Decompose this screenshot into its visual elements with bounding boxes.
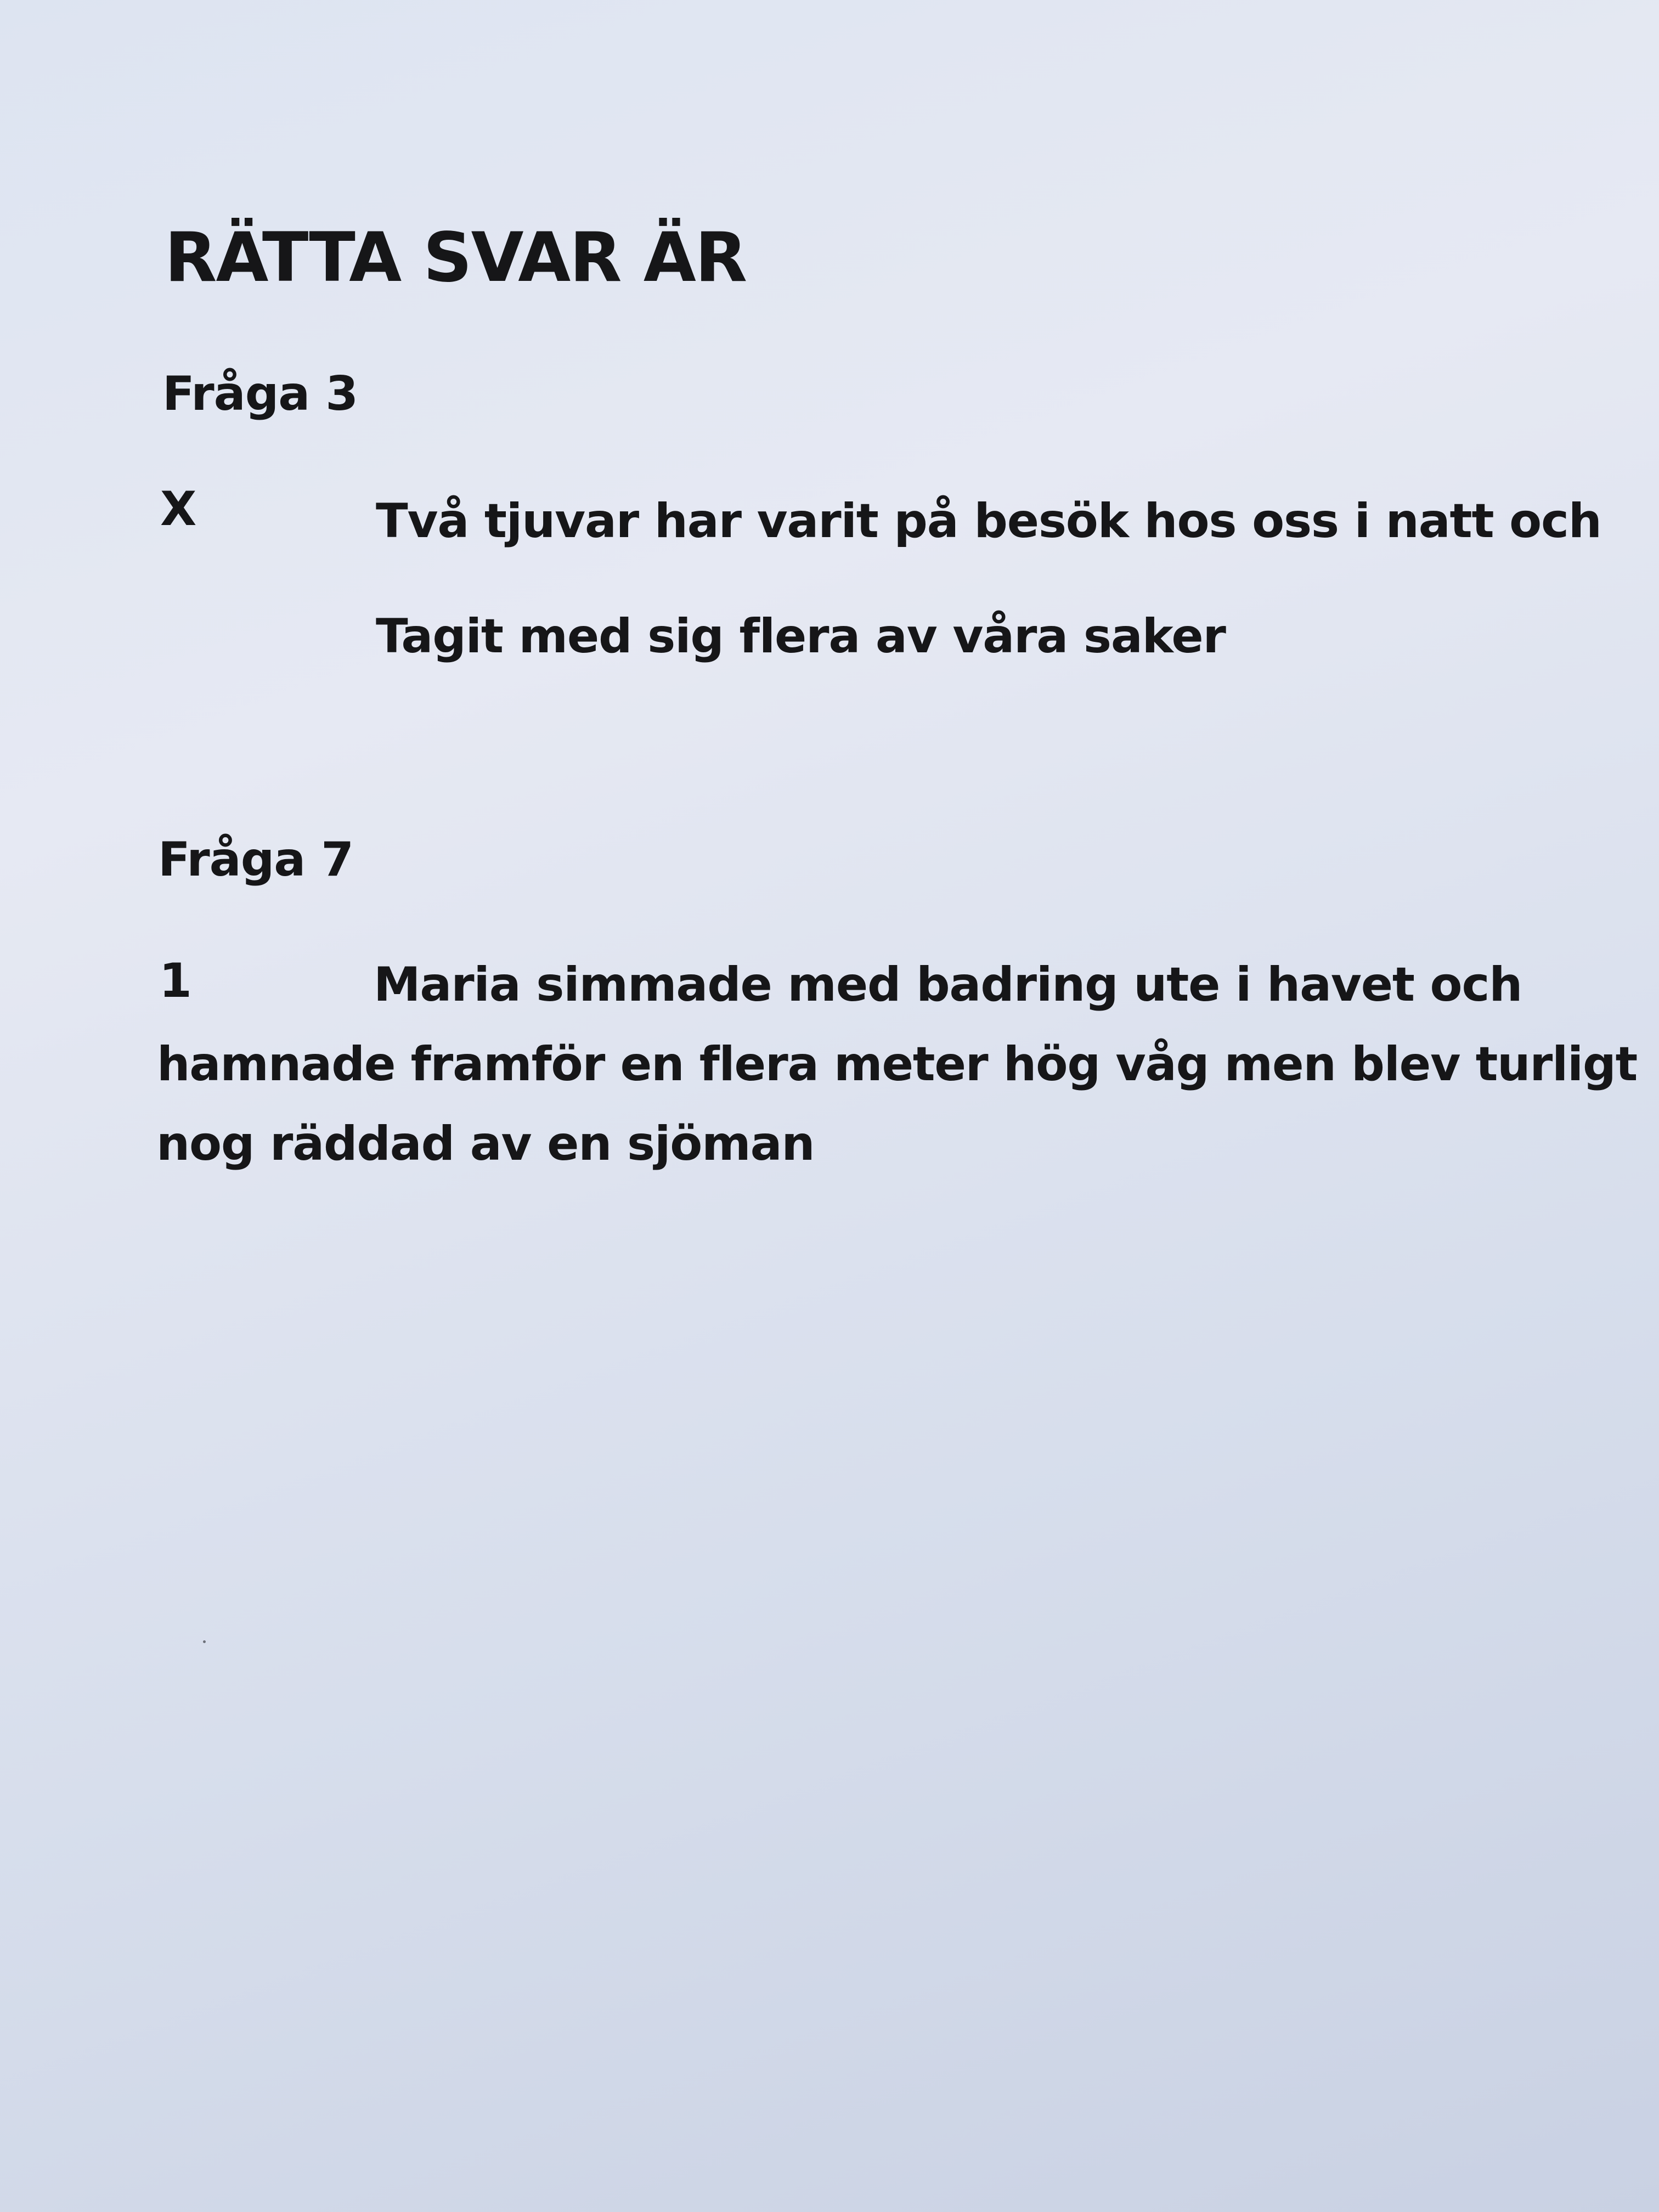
- question-7-answer-line: nog räddad av en sjöman: [156, 1116, 815, 1171]
- question-7-label: Fråga 7: [158, 832, 354, 887]
- question-3-answer-line: Tagit med sig flera av våra saker: [376, 609, 1226, 664]
- question-3-answer-marker: X: [160, 482, 197, 537]
- question-3-label: Fråga 3: [162, 366, 358, 421]
- paper-speck: [203, 1640, 206, 1643]
- question-7-answer-line: Maria simmade med badring ute i havet och: [374, 957, 1522, 1012]
- question-7-answer-marker: 1: [159, 953, 192, 1008]
- page-title: RÄTTA SVAR ÄR: [165, 218, 747, 297]
- question-7-answer-line: hamnade framför en flera meter hög våg men blev turligt: [157, 1037, 1638, 1092]
- question-3-answer-line: Två tjuvar har varit på besök hos oss i natt och: [376, 494, 1601, 549]
